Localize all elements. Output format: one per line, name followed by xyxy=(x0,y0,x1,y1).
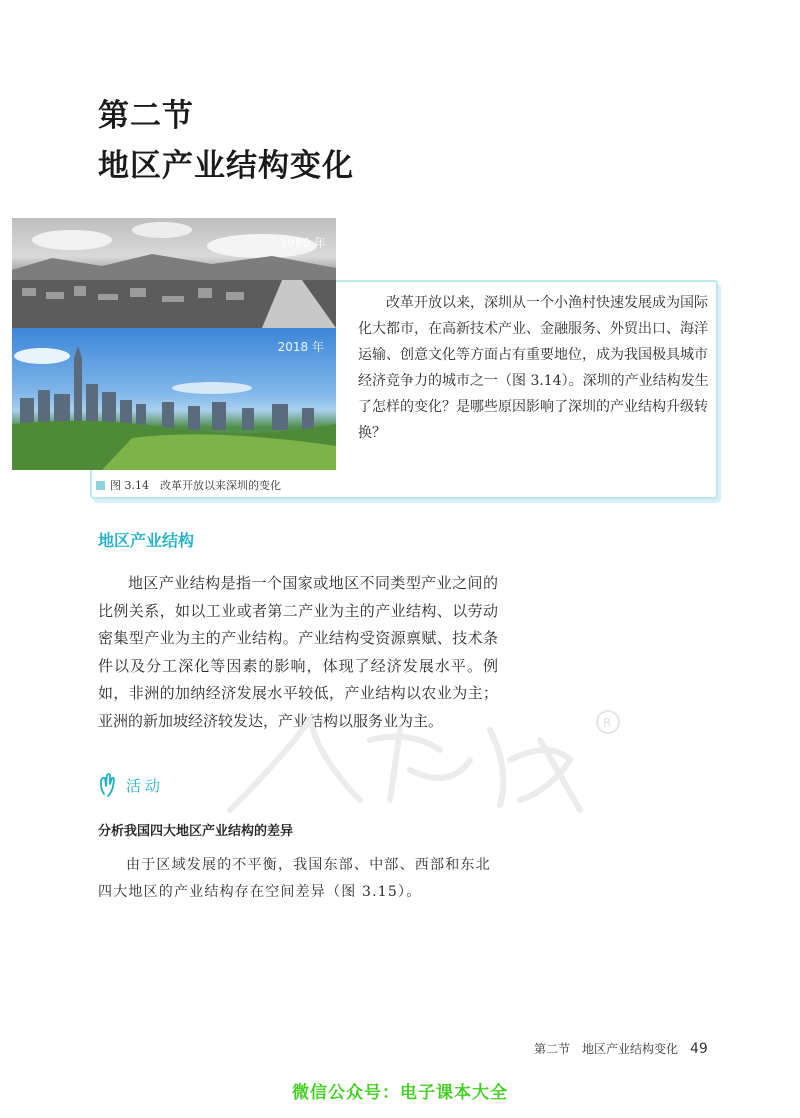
photo-shenzhen-2018 xyxy=(12,328,336,470)
activity-label: 活动 xyxy=(126,776,165,795)
activity-paragraph: 由于区域发展的不平衡，我国东部、中部、西部和东北四大地区的产业结构存在空间差异（图 3.15）。 xyxy=(98,857,491,900)
intro-paragraph: 改革开放以来，深圳从一个小渔村快速发展成为国际化大都市，在高新技术产业、金融服务、外贸出口、海洋运输、创意文化等方面占有重要地位，成为我国极具城市经济竞争力的城市之一（图 3.14）。深圳的产业结构发生了怎样的变化？是哪些原因影响了深圳的产业结构升级转换？ xyxy=(358,295,709,441)
figure-caption-text: 图 3.14 改革开放以来深圳的变化 xyxy=(110,479,281,492)
activity-subtitle: 分析我国四大地区产业结构的差异 xyxy=(98,824,294,839)
section-number-title: 第二节 xyxy=(98,98,194,134)
svg-text:R: R xyxy=(603,716,612,730)
page-footer xyxy=(534,1040,708,1057)
subsection-heading: 地区产业结构 xyxy=(98,531,195,550)
page-number: 49 xyxy=(690,1041,708,1057)
caption-marker-icon xyxy=(96,481,105,490)
year-label-2018: 2018 年 xyxy=(277,340,324,354)
footer-section-name: 第二节 地区产业结构变化 xyxy=(534,1042,679,1056)
body-paragraph: 地区产业结构是指一个国家或地区不同类型产业之间的比例关系，如以工业或者第二产业为主的产业结构、以劳动密集型产业为主的产业结构。产业结构受资源禀赋、技术条件以及分工深化等因素的影响，体现了经济发展水平。例如，非洲的加纳经济发展水平较低，产业结构以农业为主；亚洲的新加坡经济较发达，产业结构以服务业为主。 xyxy=(98,574,498,730)
photo-shenzhen-1980 xyxy=(12,218,336,328)
section-title: 地区产业结构变化 xyxy=(98,148,354,184)
hand-icon xyxy=(98,772,120,798)
wechat-banner: 微信公众号：电子课本大全 xyxy=(292,1083,508,1103)
activity-header xyxy=(98,772,164,798)
year-label-1980: 1980 年 xyxy=(279,236,326,250)
figure-caption xyxy=(96,476,281,494)
